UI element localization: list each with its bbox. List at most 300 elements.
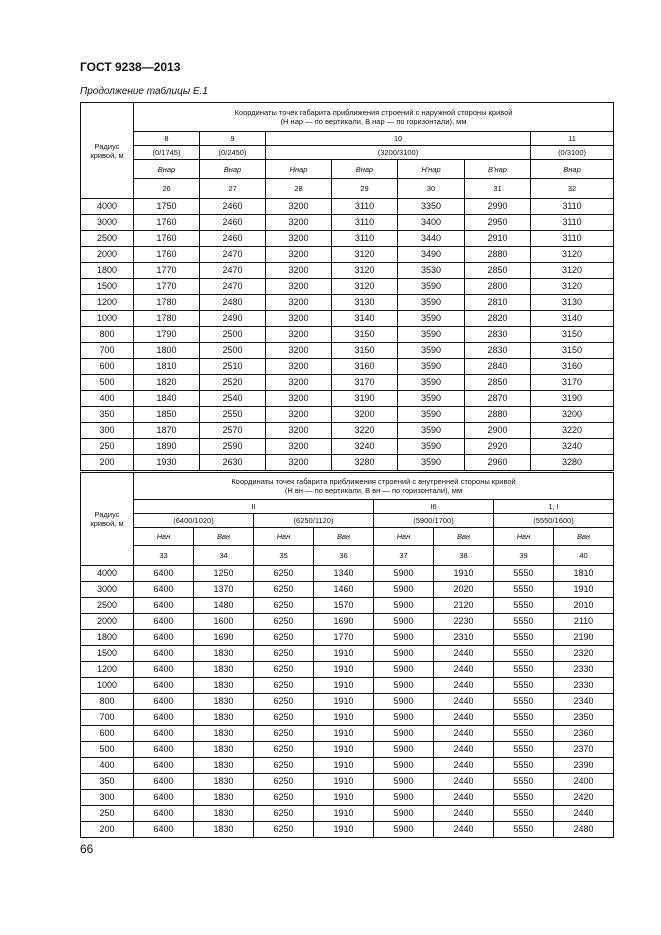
column-number: 39 xyxy=(494,546,554,566)
table-row xyxy=(81,215,614,231)
outer-side-title-line2: (H нар — по вертикали, B нар — по горизонтали), мм xyxy=(280,117,467,126)
value-cell: 2440 xyxy=(434,646,494,662)
coord-label: Hвн xyxy=(134,528,194,546)
value-cell: 2630 xyxy=(200,455,266,471)
value-cell: 6250 xyxy=(254,726,314,742)
table-row xyxy=(81,391,614,407)
value-cell: 2320 xyxy=(554,646,614,662)
value-cell: 2820 xyxy=(465,311,531,327)
value-cell: 5900 xyxy=(374,758,434,774)
value-cell: 3150 xyxy=(531,327,614,343)
value-cell: 5900 xyxy=(374,806,434,822)
value-cell: 2310 xyxy=(434,630,494,646)
value-cell: 1810 xyxy=(134,359,200,375)
value-cell: 3200 xyxy=(266,423,332,439)
value-cell: 3200 xyxy=(266,359,332,375)
value-cell: 3150 xyxy=(332,343,398,359)
value-cell: 6250 xyxy=(254,790,314,806)
table-row xyxy=(81,566,614,582)
radius-cell: 2000 xyxy=(81,614,134,630)
value-cell: 3590 xyxy=(398,343,465,359)
value-cell: 2810 xyxy=(465,295,531,311)
value-cell: 6250 xyxy=(254,646,314,662)
value-cell: 2420 xyxy=(554,790,614,806)
value-cell: 3590 xyxy=(398,311,465,327)
value-cell: 5900 xyxy=(374,726,434,742)
value-cell: 2570 xyxy=(200,423,266,439)
value-cell: 5900 xyxy=(374,822,434,838)
value-cell: 5550 xyxy=(494,774,554,790)
value-cell: 3150 xyxy=(531,343,614,359)
value-cell: 3160 xyxy=(531,359,614,375)
value-cell: 3590 xyxy=(398,439,465,455)
value-cell: 3590 xyxy=(398,327,465,343)
table-row xyxy=(81,806,614,822)
value-cell: 3110 xyxy=(332,199,398,215)
table-row xyxy=(81,726,614,742)
table-row xyxy=(81,407,614,423)
value-cell: 5900 xyxy=(374,774,434,790)
value-cell: 3200 xyxy=(266,295,332,311)
table-row xyxy=(81,279,614,295)
value-cell: 5550 xyxy=(494,726,554,742)
value-cell: 2230 xyxy=(434,614,494,630)
gauge-I6: I6 xyxy=(374,500,494,514)
value-cell: 5900 xyxy=(374,790,434,806)
coord-label: Bнар xyxy=(332,160,398,179)
column-number: 35 xyxy=(254,546,314,566)
value-cell: 6250 xyxy=(254,614,314,630)
value-cell: 2440 xyxy=(434,806,494,822)
value-cell: 5900 xyxy=(374,566,434,582)
value-cell: 1840 xyxy=(134,391,200,407)
radius-cell: 300 xyxy=(81,790,134,806)
radius-cell: 1000 xyxy=(81,311,134,327)
value-cell: 1910 xyxy=(314,678,374,694)
value-cell: 1830 xyxy=(194,646,254,662)
value-cell: 2460 xyxy=(200,231,266,247)
radius-cell: 350 xyxy=(81,407,134,423)
value-cell: 1910 xyxy=(314,662,374,678)
radius-cell: 4000 xyxy=(81,199,134,215)
value-cell: 1830 xyxy=(194,694,254,710)
table-row xyxy=(81,231,614,247)
radius-cell: 350 xyxy=(81,774,134,790)
value-cell: 6400 xyxy=(134,774,194,790)
value-cell: 5550 xyxy=(494,566,554,582)
value-cell: 5900 xyxy=(374,614,434,630)
value-cell: 1780 xyxy=(134,295,200,311)
gauge-value: (0/3100) xyxy=(531,146,614,160)
value-cell: 2340 xyxy=(554,694,614,710)
value-cell: 2840 xyxy=(465,359,531,375)
radius-header: Радиус кривой, м xyxy=(81,473,134,566)
value-cell: 3200 xyxy=(531,407,614,423)
radius-cell: 1800 xyxy=(81,263,134,279)
value-cell: 1760 xyxy=(134,231,200,247)
gauge-10: 10 xyxy=(266,132,531,146)
inner-side-data-table xyxy=(80,565,614,838)
value-cell: 2440 xyxy=(434,678,494,694)
column-number: 40 xyxy=(554,546,614,566)
value-cell: 2910 xyxy=(465,231,531,247)
value-cell: 6400 xyxy=(134,694,194,710)
value-cell: 1830 xyxy=(194,822,254,838)
value-cell: 1830 xyxy=(194,678,254,694)
value-cell: 3120 xyxy=(531,247,614,263)
value-cell: 5900 xyxy=(374,662,434,678)
radius-cell: 2000 xyxy=(81,247,134,263)
table-row xyxy=(81,662,614,678)
value-cell: 3200 xyxy=(266,439,332,455)
radius-cell: 400 xyxy=(81,391,134,407)
radius-cell: 250 xyxy=(81,439,134,455)
value-cell: 2330 xyxy=(554,678,614,694)
value-cell: 5900 xyxy=(374,646,434,662)
value-cell: 3200 xyxy=(266,279,332,295)
radius-cell: 500 xyxy=(81,742,134,758)
gauge-value: (0/2450) xyxy=(200,146,266,160)
value-cell: 5550 xyxy=(494,598,554,614)
table-row xyxy=(81,742,614,758)
value-cell: 5550 xyxy=(494,646,554,662)
radius-cell: 3000 xyxy=(81,582,134,598)
radius-cell: 1500 xyxy=(81,646,134,662)
value-cell: 1600 xyxy=(194,614,254,630)
value-cell: 1910 xyxy=(314,822,374,838)
value-cell: 2850 xyxy=(465,375,531,391)
value-cell: 6250 xyxy=(254,694,314,710)
value-cell: 3590 xyxy=(398,455,465,471)
radius-cell: 800 xyxy=(81,694,134,710)
table-row xyxy=(81,646,614,662)
column-number: 28 xyxy=(266,179,332,199)
value-cell: 2510 xyxy=(200,359,266,375)
value-cell: 2440 xyxy=(434,694,494,710)
outer-side-title-line1: Координаты точек габарита приближения строений с наружной стороны кривой xyxy=(234,108,513,117)
table-row xyxy=(81,423,614,439)
value-cell: 1910 xyxy=(314,774,374,790)
value-cell: 3190 xyxy=(332,391,398,407)
value-cell: 6400 xyxy=(134,582,194,598)
value-cell: 3240 xyxy=(531,439,614,455)
value-cell: 5900 xyxy=(374,694,434,710)
value-cell: 3110 xyxy=(531,199,614,215)
table-row xyxy=(81,311,614,327)
column-number: 30 xyxy=(398,179,465,199)
value-cell: 1690 xyxy=(314,614,374,630)
value-cell: 6250 xyxy=(254,582,314,598)
table-row xyxy=(81,630,614,646)
gauge-8: 8 xyxy=(134,132,200,146)
table-row xyxy=(81,439,614,455)
value-cell: 6400 xyxy=(134,806,194,822)
value-cell: 3120 xyxy=(332,247,398,263)
value-cell: 6250 xyxy=(254,598,314,614)
value-cell: 2120 xyxy=(434,598,494,614)
value-cell: 2550 xyxy=(200,407,266,423)
value-cell: 6250 xyxy=(254,742,314,758)
table-row xyxy=(81,790,614,806)
gauge-9: 9 xyxy=(200,132,266,146)
document-title: ГОСТ 9238—2013 xyxy=(80,60,181,74)
radius-cell: 4000 xyxy=(81,566,134,582)
value-cell: 2480 xyxy=(200,295,266,311)
value-cell: 3590 xyxy=(398,407,465,423)
value-cell: 1770 xyxy=(134,279,200,295)
column-number: 36 xyxy=(314,546,374,566)
value-cell: 3200 xyxy=(266,375,332,391)
value-cell: 3220 xyxy=(531,423,614,439)
radius-cell: 2500 xyxy=(81,598,134,614)
value-cell: 2880 xyxy=(465,247,531,263)
value-cell: 1930 xyxy=(134,455,200,471)
outer-side-data-table xyxy=(80,198,614,471)
value-cell: 5550 xyxy=(494,694,554,710)
column-number: 29 xyxy=(332,179,398,199)
table-row xyxy=(81,582,614,598)
value-cell: 1910 xyxy=(314,806,374,822)
coord-label: B'нар xyxy=(465,160,531,179)
value-cell: 3200 xyxy=(266,343,332,359)
value-cell: 5550 xyxy=(494,742,554,758)
value-cell: 1830 xyxy=(194,806,254,822)
radius-cell: 1200 xyxy=(81,662,134,678)
value-cell: 3200 xyxy=(266,327,332,343)
radius-cell: 1000 xyxy=(81,678,134,694)
value-cell: 6400 xyxy=(134,822,194,838)
table-row xyxy=(81,694,614,710)
value-cell: 2850 xyxy=(465,263,531,279)
value-cell: 3200 xyxy=(266,199,332,215)
inner-side-header-table xyxy=(80,472,614,566)
radius-cell: 2500 xyxy=(81,231,134,247)
value-cell: 2440 xyxy=(434,758,494,774)
value-cell: 2470 xyxy=(200,247,266,263)
gauge-value: (5550/1600) xyxy=(494,514,614,528)
value-cell: 3590 xyxy=(398,295,465,311)
value-cell: 3150 xyxy=(332,327,398,343)
value-cell: 2870 xyxy=(465,391,531,407)
radius-cell: 600 xyxy=(81,359,134,375)
table-row xyxy=(81,343,614,359)
value-cell: 6250 xyxy=(254,566,314,582)
value-cell: 1830 xyxy=(194,774,254,790)
value-cell: 5550 xyxy=(494,806,554,822)
value-cell: 3200 xyxy=(266,311,332,327)
radius-cell: 1500 xyxy=(81,279,134,295)
value-cell: 3200 xyxy=(266,215,332,231)
value-cell: 2460 xyxy=(200,215,266,231)
value-cell: 5550 xyxy=(494,758,554,774)
coord-label: Hнар xyxy=(266,160,332,179)
value-cell: 6400 xyxy=(134,758,194,774)
coord-label: Bвн xyxy=(554,528,614,546)
value-cell: 3200 xyxy=(266,407,332,423)
value-cell: 2010 xyxy=(554,598,614,614)
value-cell: 1770 xyxy=(134,263,200,279)
coord-label: Hвн xyxy=(494,528,554,546)
value-cell: 2490 xyxy=(200,311,266,327)
value-cell: 1750 xyxy=(134,199,200,215)
value-cell: 2950 xyxy=(465,215,531,231)
radius-cell: 800 xyxy=(81,327,134,343)
value-cell: 5900 xyxy=(374,678,434,694)
value-cell: 1760 xyxy=(134,215,200,231)
value-cell: 2020 xyxy=(434,582,494,598)
value-cell: 3130 xyxy=(531,295,614,311)
value-cell: 1790 xyxy=(134,327,200,343)
value-cell: 5550 xyxy=(494,822,554,838)
value-cell: 3200 xyxy=(332,407,398,423)
value-cell: 3110 xyxy=(531,231,614,247)
table-row xyxy=(81,678,614,694)
value-cell: 3130 xyxy=(332,295,398,311)
value-cell: 1830 xyxy=(194,662,254,678)
value-cell: 2400 xyxy=(554,774,614,790)
value-cell: 3200 xyxy=(266,391,332,407)
value-cell: 5550 xyxy=(494,614,554,630)
value-cell: 1830 xyxy=(194,790,254,806)
value-cell: 2920 xyxy=(465,439,531,455)
value-cell: 3590 xyxy=(398,279,465,295)
column-number: 38 xyxy=(434,546,494,566)
value-cell: 5900 xyxy=(374,598,434,614)
value-cell: 2370 xyxy=(554,742,614,758)
value-cell: 1780 xyxy=(134,311,200,327)
value-cell: 2480 xyxy=(554,822,614,838)
value-cell: 3170 xyxy=(332,375,398,391)
coord-label: Bвн xyxy=(314,528,374,546)
value-cell: 6400 xyxy=(134,726,194,742)
value-cell: 3140 xyxy=(531,311,614,327)
value-cell: 3140 xyxy=(332,311,398,327)
coord-label: Bнар xyxy=(200,160,266,179)
value-cell: 2440 xyxy=(434,662,494,678)
value-cell: 1830 xyxy=(194,710,254,726)
value-cell: 1890 xyxy=(134,439,200,455)
value-cell: 2440 xyxy=(434,726,494,742)
value-cell: 6250 xyxy=(254,710,314,726)
value-cell: 2350 xyxy=(554,710,614,726)
value-cell: 5550 xyxy=(494,710,554,726)
value-cell: 2830 xyxy=(465,327,531,343)
table-row xyxy=(81,455,614,471)
table-row xyxy=(81,758,614,774)
value-cell: 2540 xyxy=(200,391,266,407)
gauge-value: (6400/1020) xyxy=(134,514,254,528)
value-cell: 2470 xyxy=(200,279,266,295)
coord-label: Bвн xyxy=(194,528,254,546)
value-cell: 3200 xyxy=(266,231,332,247)
value-cell: 2190 xyxy=(554,630,614,646)
value-cell: 2460 xyxy=(200,199,266,215)
value-cell: 6400 xyxy=(134,790,194,806)
value-cell: 1770 xyxy=(314,630,374,646)
value-cell: 3190 xyxy=(531,391,614,407)
value-cell: 6250 xyxy=(254,822,314,838)
value-cell: 6400 xyxy=(134,662,194,678)
table-row xyxy=(81,614,614,630)
value-cell: 1690 xyxy=(194,630,254,646)
value-cell: 1910 xyxy=(314,694,374,710)
value-cell: 3490 xyxy=(398,247,465,263)
outer-side-header-table xyxy=(80,102,614,199)
value-cell: 2500 xyxy=(200,343,266,359)
inner-side-title-line1: Координаты точек габарита приближения строений с внутренней стороны кривой xyxy=(231,477,516,486)
value-cell: 3120 xyxy=(332,279,398,295)
value-cell: 1800 xyxy=(134,343,200,359)
table-row xyxy=(81,295,614,311)
value-cell: 2440 xyxy=(434,774,494,790)
radius-cell: 400 xyxy=(81,758,134,774)
gauge-1-I: 1, I xyxy=(494,500,614,514)
value-cell: 1370 xyxy=(194,582,254,598)
inner-side-title xyxy=(134,473,614,500)
value-cell: 2590 xyxy=(200,439,266,455)
value-cell: 6250 xyxy=(254,806,314,822)
value-cell: 1810 xyxy=(554,566,614,582)
value-cell: 5550 xyxy=(494,678,554,694)
coord-label: Hвн xyxy=(374,528,434,546)
value-cell: 1910 xyxy=(314,742,374,758)
value-cell: 2500 xyxy=(200,327,266,343)
value-cell: 3110 xyxy=(531,215,614,231)
value-cell: 5550 xyxy=(494,790,554,806)
value-cell: 3240 xyxy=(332,439,398,455)
value-cell: 3590 xyxy=(398,359,465,375)
radius-cell: 3000 xyxy=(81,215,134,231)
value-cell: 2360 xyxy=(554,726,614,742)
value-cell: 3120 xyxy=(531,263,614,279)
value-cell: 1480 xyxy=(194,598,254,614)
value-cell: 2830 xyxy=(465,343,531,359)
column-number: 37 xyxy=(374,546,434,566)
value-cell: 5550 xyxy=(494,662,554,678)
gauge-value: (0/1745) xyxy=(134,146,200,160)
table-row xyxy=(81,199,614,215)
coord-label: H'нар xyxy=(398,160,465,179)
value-cell: 1910 xyxy=(314,790,374,806)
radius-cell: 200 xyxy=(81,455,134,471)
value-cell: 6400 xyxy=(134,614,194,630)
radius-cell: 1200 xyxy=(81,295,134,311)
inner-side-title-line2: (H вн — по вертикали, B вн — по горизонтали), мм xyxy=(284,486,463,495)
value-cell: 2390 xyxy=(554,758,614,774)
value-cell: 2880 xyxy=(465,407,531,423)
table-row xyxy=(81,327,614,343)
value-cell: 2470 xyxy=(200,263,266,279)
value-cell: 3220 xyxy=(332,423,398,439)
value-cell: 2330 xyxy=(554,662,614,678)
value-cell: 5900 xyxy=(374,710,434,726)
table-row xyxy=(81,359,614,375)
gauge-II: II xyxy=(134,500,374,514)
table-row xyxy=(81,263,614,279)
radius-cell: 700 xyxy=(81,343,134,359)
value-cell: 2960 xyxy=(465,455,531,471)
value-cell: 1830 xyxy=(194,758,254,774)
value-cell: 6400 xyxy=(134,646,194,662)
value-cell: 1910 xyxy=(314,758,374,774)
column-number: 31 xyxy=(465,179,531,199)
value-cell: 3400 xyxy=(398,215,465,231)
gauge-value: (3200/3100) xyxy=(266,146,531,160)
radius-cell: 200 xyxy=(81,822,134,838)
value-cell: 3170 xyxy=(531,375,614,391)
value-cell: 3350 xyxy=(398,199,465,215)
value-cell: 3590 xyxy=(398,423,465,439)
